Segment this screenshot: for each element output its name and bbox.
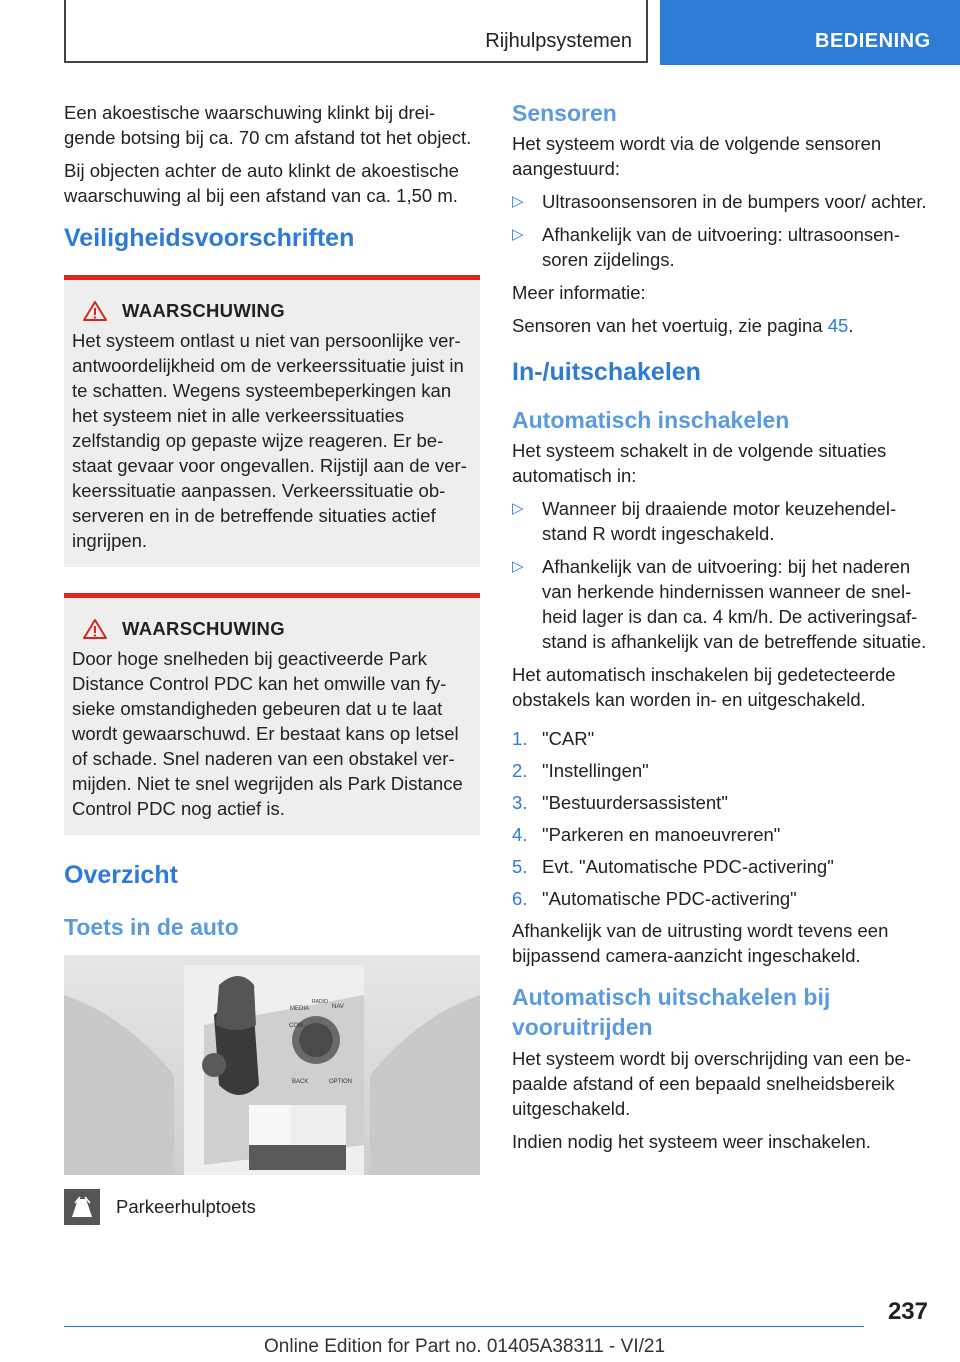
step-item: 6. "Automatische PDC-activering" — [512, 888, 797, 909]
list-item: ▷ Afhankelijk van de uitvoering: bij het naderen van herkende hindernissen wanneer de snelheid lager is dan ca. 4 km/h. De activeringsafstand is afhankelijk van de betreffende situatie. — [512, 556, 927, 652]
triangle-bullet-icon: ▷ — [512, 558, 524, 575]
footer-edition: Online Edition for Part no. 01405A38311 - VI/21 — [264, 1336, 666, 1357]
tab-bediening[interactable] — [660, 0, 960, 65]
step-item: 5. Evt. "Automatische PDC-activering" — [512, 856, 834, 877]
warning-label: WAARSCHUWING — [122, 618, 285, 639]
footer-divider — [64, 1326, 864, 1327]
center-console-photo — [64, 955, 480, 1175]
sensors-heading: Sensoren — [512, 100, 617, 126]
warning-triangle-icon — [82, 618, 108, 640]
intro-paragraph-1: Een akoestische waarschuwing klinkt bij dreigende botsing bij ca. 70 cm afstand tot het object. — [64, 102, 472, 148]
auto-off-text-2: Indien nodig het systeem weer inschakelen. — [512, 1131, 871, 1152]
radio-button-label: RADIO — [312, 999, 328, 1005]
list-item: ▷ Afhankelijk van de uitvoering: ultrasoonsensoren zijdelings. — [512, 224, 900, 270]
auto-off-heading: Automatisch uitschakelen bij vooruitrijden — [512, 984, 831, 1040]
section-title: Rijhulpsystemen — [485, 30, 632, 52]
warning-label: WAARSCHUWING — [122, 300, 285, 321]
triangle-bullet-icon: ▷ — [512, 500, 524, 517]
step-item: 4. "Parkeren en manoeuvreren" — [512, 824, 781, 845]
safety-heading: Veiligheidsvoorschriften — [64, 224, 355, 252]
auto-on-intro: Het systeem schakelt in de volgende situaties automatisch in: — [512, 440, 887, 486]
list-item: ▷ Wanneer bij draaiende motor keuzehendelstand R wordt ingeschakeld. — [512, 498, 897, 544]
warning-box-1 — [64, 275, 480, 567]
triangle-bullet-icon: ▷ — [512, 226, 524, 243]
camera-note: Afhankelijk van de uitrusting wordt tevens een bijpassend camera-aanzicht ingeschakeld. — [512, 920, 889, 966]
button-heading: Toets in de auto — [64, 914, 239, 940]
warning-text: Het systeem ontlast u niet van persoonlijke verantwoordelijkheid om de verkeerssituatie juist in te schatten. Wegens systeembeperkingen kan het systeem niet in alle verkeerssituaties zelfstandig op gepaste wijze reageren. Er bestaat gevaar voor ongevallen. Rijstijl aan de verkeerssituatie aanpassen. Verkeerssituatie observeren en in de betreffende situaties actief ingrijpen. — [72, 330, 467, 551]
warning-text: Door hoge snelheden bij geactiveerde Park Distance Control PDC kan het omwille van fysieke omstandigheden gebeuren dat u te laat wordt gewaarschuwd. Er bestaat kans op letsel of schade. Snel naderen van een obstakel vermijden. Niet te snel wegrijden als Park Distance Control PDC nog actief is. — [72, 648, 463, 819]
option-button-label: OPTION — [329, 1079, 353, 1085]
page-number: 237 — [887, 1298, 928, 1325]
intro-paragraph-2: Bij objecten achter de auto klinkt de akoestische waarschuwing al bij een afstand van ca. 1,50 m. — [64, 160, 459, 206]
onoff-heading: In-/uitschakelen — [512, 358, 701, 386]
right-column — [512, 100, 928, 1162]
caption-text: Parkeerhulptoets — [116, 1196, 256, 1217]
back-button-label: BACK — [292, 1079, 309, 1085]
console-illustration — [64, 955, 480, 1175]
more-info-label: Meer informatie: — [512, 282, 646, 303]
photo-caption — [64, 1189, 480, 1225]
left-column — [64, 100, 480, 1225]
com-button-label: COM — [289, 1023, 303, 1029]
auto-off-text-1: Het systeem wordt bij overschrijding van een bepaalde afstand of een bepaald snelheidsbereik uitgeschakeld. — [512, 1048, 911, 1119]
auto-on-heading: Automatisch inschakelen — [512, 407, 790, 433]
header-section-frame — [64, 0, 648, 63]
warning-triangle-icon — [82, 300, 108, 322]
triangle-bullet-icon: ▷ — [512, 193, 524, 210]
sensors-reference: Sensoren van het voertuig, zie pagina 45. — [512, 315, 854, 336]
tab-label: BEDIENING — [815, 30, 931, 52]
overview-heading: Overzicht — [64, 861, 178, 889]
step-item: 2. "Instellingen" — [512, 760, 649, 781]
step-item: 3. "Bestuurdersassistent" — [512, 792, 728, 813]
warning-box-2 — [64, 593, 480, 835]
nav-button-label: NAV — [332, 1004, 344, 1010]
auto-on-note: Het automatisch inschakelen bij gedetecteerde obstakels kan worden in- en uitgeschakeld. — [512, 664, 896, 710]
list-item: ▷ Ultrasoonsensoren in de bumpers voor/ achter. — [512, 191, 927, 212]
sensors-intro: Het systeem wordt via de volgende sensoren aangestuurd: — [512, 133, 882, 179]
page-link[interactable]: 45 — [827, 315, 849, 336]
media-button-label: MEDIA — [290, 1006, 310, 1012]
step-item: 1. "CAR" — [512, 728, 595, 749]
park-assist-button-icon — [64, 1189, 100, 1225]
